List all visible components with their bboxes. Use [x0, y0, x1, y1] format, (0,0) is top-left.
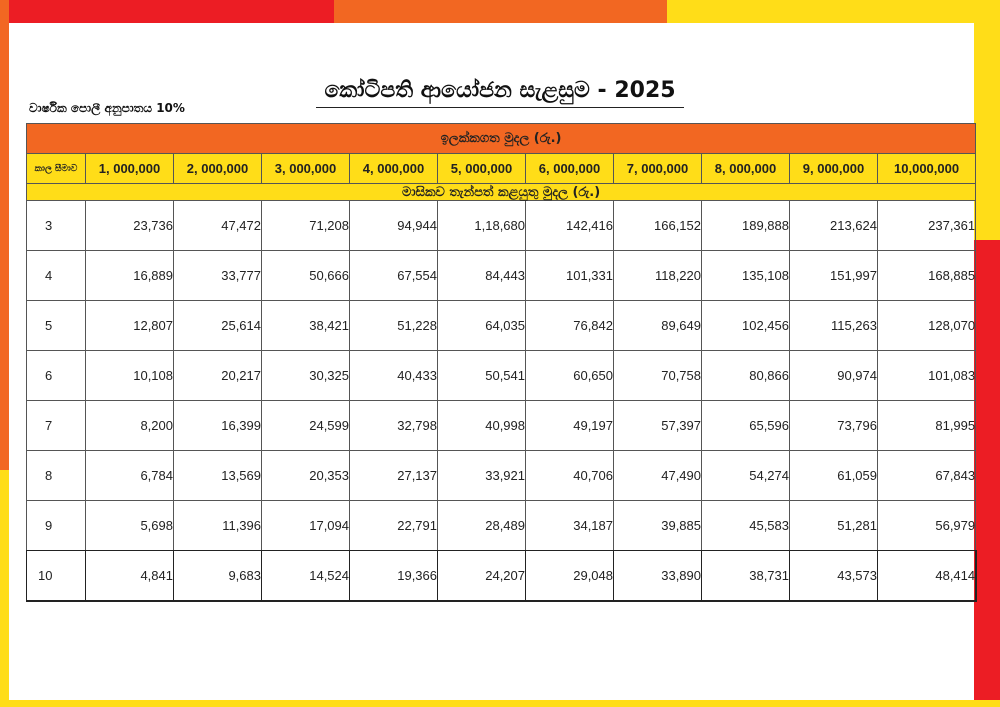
deposit-cell: 13,569	[174, 451, 262, 501]
term-cell: 3	[27, 201, 86, 251]
amount-header-cell: 8, 000,000	[702, 154, 790, 184]
deposit-cell: 16,889	[86, 251, 174, 301]
deposit-cell: 34,187	[526, 501, 614, 551]
deposit-cell: 142,416	[526, 201, 614, 251]
deposit-cell: 17,094	[262, 501, 350, 551]
deposit-cell: 40,433	[350, 351, 438, 401]
deposit-cell: 16,399	[174, 401, 262, 451]
frame-left-orange	[0, 0, 9, 470]
term-cell: 10	[27, 551, 86, 601]
deposit-cell: 29,048	[526, 551, 614, 601]
deposit-cell: 65,596	[702, 401, 790, 451]
deposit-cell: 151,997	[790, 251, 878, 301]
table-row	[27, 451, 976, 501]
investment-table	[26, 123, 976, 601]
term-cell: 6	[27, 351, 86, 401]
deposit-cell: 84,443	[438, 251, 526, 301]
amount-header-cell: 1, 000,000	[86, 154, 174, 184]
deposit-cell: 60,650	[526, 351, 614, 401]
deposit-cell: 71,208	[262, 201, 350, 251]
deposit-cell: 24,207	[438, 551, 526, 601]
target-amount-header: ඉලක්කගත මුදල (රු.)	[27, 124, 976, 154]
table-row	[27, 251, 976, 301]
deposit-cell: 237,361	[878, 201, 976, 251]
deposit-cell: 47,490	[614, 451, 702, 501]
deposit-cell: 23,736	[86, 201, 174, 251]
deposit-cell: 128,070	[878, 301, 976, 351]
deposit-cell: 22,791	[350, 501, 438, 551]
deposit-cell: 20,217	[174, 351, 262, 401]
deposit-cell: 39,885	[614, 501, 702, 551]
deposit-cell: 6,784	[86, 451, 174, 501]
deposit-cell: 81,995	[878, 401, 976, 451]
amount-header-cell: 5, 000,000	[438, 154, 526, 184]
deposit-cell: 40,706	[526, 451, 614, 501]
deposit-cell: 48,414	[878, 551, 976, 601]
term-cell: 5	[27, 301, 86, 351]
term-cell: 7	[27, 401, 86, 451]
deposit-cell: 115,263	[790, 301, 878, 351]
deposit-cell: 76,842	[526, 301, 614, 351]
deposit-cell: 54,274	[702, 451, 790, 501]
table-row	[27, 351, 976, 401]
frame-left-yellow	[0, 470, 9, 707]
deposit-cell: 56,979	[878, 501, 976, 551]
deposit-cell: 102,456	[702, 301, 790, 351]
deposit-cell: 9,683	[174, 551, 262, 601]
term-cell: 8	[27, 451, 86, 501]
monthly-deposit-header: මාසිකව තැන්පත් කළයුතු මුදල (රු.)	[27, 184, 976, 201]
deposit-cell: 33,777	[174, 251, 262, 301]
table-row	[27, 501, 976, 551]
deposit-cell: 80,866	[702, 351, 790, 401]
amount-header-cell: 7, 000,000	[614, 154, 702, 184]
deposit-cell: 5,698	[86, 501, 174, 551]
deposit-cell: 166,152	[614, 201, 702, 251]
deposit-cell: 38,421	[262, 301, 350, 351]
deposit-cell: 89,649	[614, 301, 702, 351]
deposit-cell: 10,108	[86, 351, 174, 401]
page-title: කෝටිපති ආයෝජන සැළසුම - 2025	[316, 77, 684, 108]
deposit-cell: 50,666	[262, 251, 350, 301]
deposit-cell: 168,885	[878, 251, 976, 301]
deposit-cell: 25,614	[174, 301, 262, 351]
amount-header-cell: 10,000,000	[878, 154, 976, 184]
deposit-cell: 43,573	[790, 551, 878, 601]
deposit-cell: 47,472	[174, 201, 262, 251]
deposit-cell: 51,281	[790, 501, 878, 551]
deposit-cell: 90,974	[790, 351, 878, 401]
table-row	[27, 301, 976, 351]
table-row	[27, 201, 976, 251]
table-row	[27, 401, 976, 451]
deposit-cell: 33,890	[614, 551, 702, 601]
deposit-cell: 40,998	[438, 401, 526, 451]
deposit-cell: 64,035	[438, 301, 526, 351]
deposit-cell: 11,396	[174, 501, 262, 551]
frame-right-red	[974, 240, 1000, 707]
deposit-cell: 19,366	[350, 551, 438, 601]
deposit-cell: 30,325	[262, 351, 350, 401]
deposit-cell: 32,798	[350, 401, 438, 451]
amount-header-cell: 2, 000,000	[174, 154, 262, 184]
deposit-cell: 50,541	[438, 351, 526, 401]
deposit-cell: 24,599	[262, 401, 350, 451]
deposit-cell: 57,397	[614, 401, 702, 451]
target-amount-header-row	[27, 124, 976, 154]
deposit-cell: 14,524	[262, 551, 350, 601]
frame-right-yellow	[974, 0, 1000, 240]
table-row	[27, 551, 976, 601]
interest-rate-label: වාර්ෂික පොලී අනුපාතය 10%	[29, 101, 185, 115]
deposit-cell: 28,489	[438, 501, 526, 551]
deposit-cell: 49,197	[526, 401, 614, 451]
deposit-cell: 1,18,680	[438, 201, 526, 251]
deposit-cell: 70,758	[614, 351, 702, 401]
deposit-cell: 94,944	[350, 201, 438, 251]
deposit-cell: 118,220	[614, 251, 702, 301]
frame-bottom-yellow	[0, 700, 1000, 707]
deposit-cell: 38,731	[702, 551, 790, 601]
deposit-cell: 189,888	[702, 201, 790, 251]
deposit-cell: 12,807	[86, 301, 174, 351]
deposit-cell: 33,921	[438, 451, 526, 501]
amount-header-cell: 3, 000,000	[262, 154, 350, 184]
deposit-cell: 135,108	[702, 251, 790, 301]
deposit-cell: 4,841	[86, 551, 174, 601]
deposit-cell: 61,059	[790, 451, 878, 501]
term-header: කාල සීමාව	[27, 154, 86, 184]
amount-header-row	[27, 154, 976, 184]
amount-header-cell: 4, 000,000	[350, 154, 438, 184]
term-cell: 4	[27, 251, 86, 301]
deposit-cell: 27,137	[350, 451, 438, 501]
deposit-cell: 20,353	[262, 451, 350, 501]
term-cell: 9	[27, 501, 86, 551]
deposit-cell: 73,796	[790, 401, 878, 451]
amount-header-cell: 9, 000,000	[790, 154, 878, 184]
monthly-deposit-header-row	[27, 184, 976, 201]
amount-header-cell: 6, 000,000	[526, 154, 614, 184]
deposit-cell: 213,624	[790, 201, 878, 251]
deposit-cell: 101,331	[526, 251, 614, 301]
deposit-cell: 45,583	[702, 501, 790, 551]
deposit-cell: 8,200	[86, 401, 174, 451]
deposit-cell: 101,083	[878, 351, 976, 401]
deposit-cell: 67,554	[350, 251, 438, 301]
deposit-cell: 51,228	[350, 301, 438, 351]
deposit-cell: 67,843	[878, 451, 976, 501]
